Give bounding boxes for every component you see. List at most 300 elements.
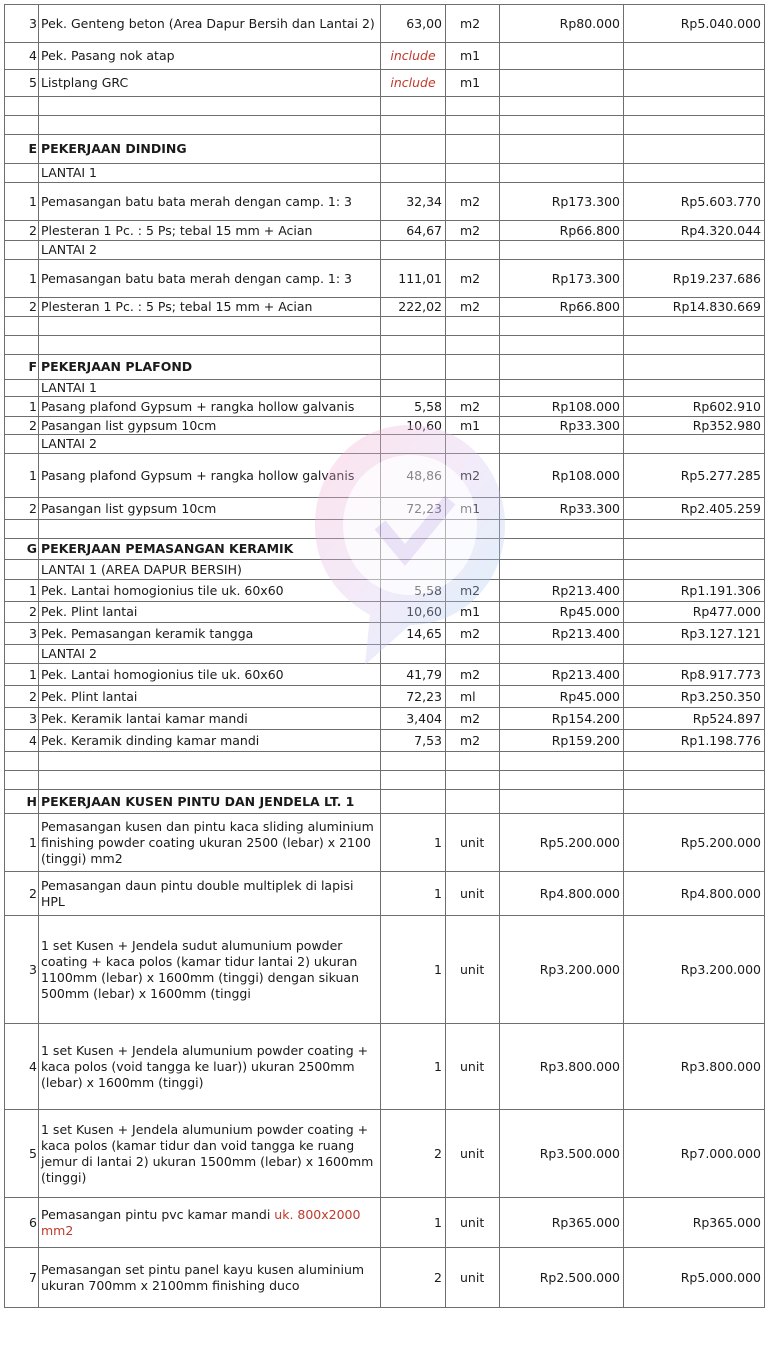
row-description <box>39 5 381 43</box>
table-row <box>5 183 765 221</box>
description-text: Pek. Plint lantai <box>41 688 138 704</box>
row-unit: m2 <box>446 454 500 498</box>
row-description <box>39 539 381 560</box>
row-unit-price <box>500 241 624 260</box>
row-number <box>5 336 39 355</box>
row-unit-price: Rp80.000 <box>500 5 624 43</box>
row-unit: unit <box>446 916 500 1024</box>
description-text: Pek. Lantai homogionius tile uk. 60x60 <box>41 582 284 598</box>
row-unit-price: Rp173.300 <box>500 183 624 221</box>
row-total: Rp5.040.000 <box>624 5 765 43</box>
row-unit-price: Rp173.300 <box>500 260 624 298</box>
row-unit-price: Rp4.800.000 <box>500 872 624 916</box>
row-description <box>39 790 381 814</box>
row-number: 2 <box>5 602 39 623</box>
row-total <box>624 520 765 539</box>
row-description <box>39 435 381 454</box>
row-description <box>39 336 381 355</box>
row-unit <box>446 539 500 560</box>
row-quantity: 7,53 <box>381 730 446 752</box>
row-description <box>39 135 381 164</box>
row-description <box>39 498 381 520</box>
row-unit: m1 <box>446 498 500 520</box>
description-text: Pek. Plint lantai <box>41 604 138 619</box>
table-row <box>5 872 765 916</box>
row-unit-price: Rp33.300 <box>500 417 624 435</box>
row-quantity: 10,60 <box>381 602 446 623</box>
row-number: 1 <box>5 260 39 298</box>
description-text: Pemasangan pintu pvc kamar mandi <box>41 1206 275 1222</box>
row-number: 1 <box>5 454 39 498</box>
table-row <box>5 602 765 623</box>
row-unit <box>446 771 500 790</box>
row-total: Rp8.917.773 <box>624 664 765 686</box>
description-text: Pek. Lantai homogionius tile uk. 60x60 <box>41 666 284 682</box>
row-number: 5 <box>5 1110 39 1198</box>
table-row <box>5 454 765 498</box>
row-unit: m1 <box>446 602 500 623</box>
row-total <box>624 790 765 814</box>
row-number <box>5 317 39 336</box>
row-unit-price <box>500 43 624 70</box>
description-text: Pemasangan set pintu panel kayu kusen aluminium ukuran 700mm x 2100mm finishing duco <box>41 1261 365 1293</box>
row-total: Rp4.320.044 <box>624 221 765 241</box>
description-text: 1 set Kusen + Jendela alumunium powder coating + kaca polos (kamar tidur dan void tangga ke ruang jemur di lantai 2) ukuran 1500mm (lebar) x 1600mm (tinggi) <box>41 1121 374 1185</box>
row-unit: m2 <box>446 183 500 221</box>
row-number: H <box>5 790 39 814</box>
row-unit-price: Rp3.500.000 <box>500 1110 624 1198</box>
row-number <box>5 752 39 771</box>
row-description <box>39 241 381 260</box>
blank-row <box>5 116 765 135</box>
row-description <box>39 1110 381 1198</box>
row-number <box>5 645 39 664</box>
row-unit-price <box>500 435 624 454</box>
row-total: Rp3.127.121 <box>624 623 765 645</box>
row-unit: m1 <box>446 70 500 97</box>
row-number: F <box>5 355 39 380</box>
row-unit-price: Rp159.200 <box>500 730 624 752</box>
table-row <box>5 43 765 70</box>
row-quantity <box>381 241 446 260</box>
row-unit-price <box>500 116 624 135</box>
row-quantity: 1 <box>381 1198 446 1248</box>
row-unit <box>446 164 500 183</box>
row-quantity <box>381 790 446 814</box>
row-number <box>5 560 39 580</box>
row-quantity: 1 <box>381 814 446 872</box>
table-row <box>5 435 765 454</box>
row-number: 5 <box>5 70 39 97</box>
row-unit <box>446 317 500 336</box>
row-quantity: 2 <box>381 1248 446 1308</box>
row-total: Rp524.897 <box>624 708 765 730</box>
table-row <box>5 417 765 435</box>
row-number: 2 <box>5 498 39 520</box>
row-quantity <box>381 97 446 116</box>
row-unit-price: Rp2.500.000 <box>500 1248 624 1308</box>
row-description <box>39 602 381 623</box>
row-total: Rp352.980 <box>624 417 765 435</box>
row-number: 1 <box>5 664 39 686</box>
row-number: G <box>5 539 39 560</box>
row-quantity: 32,34 <box>381 183 446 221</box>
row-total: Rp3.250.350 <box>624 686 765 708</box>
row-total <box>624 135 765 164</box>
section-header-row <box>5 355 765 380</box>
row-unit: m2 <box>446 298 500 317</box>
row-number: E <box>5 135 39 164</box>
blank-row <box>5 336 765 355</box>
row-quantity <box>381 752 446 771</box>
row-unit-price: Rp108.000 <box>500 454 624 498</box>
row-unit-price: Rp154.200 <box>500 708 624 730</box>
row-total: Rp5.603.770 <box>624 183 765 221</box>
table-row <box>5 730 765 752</box>
row-number: 2 <box>5 298 39 317</box>
table-row <box>5 397 765 417</box>
row-unit: unit <box>446 814 500 872</box>
description-text: PEKERJAAN KUSEN PINTU DAN JENDELA LT. 1 <box>41 793 355 809</box>
row-unit: unit <box>446 1198 500 1248</box>
row-unit-price <box>500 135 624 164</box>
description-text: Pemasangan batu bata merah dengan camp. 1: 3 <box>41 193 353 209</box>
row-description <box>39 70 381 97</box>
description-text: Pasang plafond Gypsum + rangka hollow galvanis <box>41 398 355 414</box>
description-text: PEKERJAAN DINDING <box>41 141 187 156</box>
table-row <box>5 260 765 298</box>
row-number: 7 <box>5 1248 39 1308</box>
row-quantity: 1 <box>381 916 446 1024</box>
row-description <box>39 708 381 730</box>
row-unit-price: Rp3.800.000 <box>500 1024 624 1110</box>
row-quantity: 1 <box>381 872 446 916</box>
row-quantity: 5,58 <box>381 397 446 417</box>
description-text: Pemasangan kusen dan pintu kaca sliding aluminium finishing powder coating ukuran 2500 (lebar) x 2100 (tinggi) mm2 <box>41 818 374 866</box>
description-text: LANTAI 2 <box>41 646 97 661</box>
rab-table <box>4 4 765 1308</box>
row-unit <box>446 435 500 454</box>
row-number: 2 <box>5 872 39 916</box>
table-row <box>5 814 765 872</box>
row-number: 3 <box>5 5 39 43</box>
row-description <box>39 645 381 664</box>
row-number <box>5 116 39 135</box>
row-unit-price <box>500 97 624 116</box>
row-quantity: 14,65 <box>381 623 446 645</box>
row-description <box>39 580 381 602</box>
row-quantity: include <box>381 43 446 70</box>
row-total <box>624 116 765 135</box>
row-unit: unit <box>446 1024 500 1110</box>
row-total: Rp14.830.669 <box>624 298 765 317</box>
row-description <box>39 417 381 435</box>
table-row <box>5 686 765 708</box>
table-row <box>5 645 765 664</box>
row-unit: m1 <box>446 43 500 70</box>
row-quantity: 111,01 <box>381 260 446 298</box>
row-quantity: 63,00 <box>381 5 446 43</box>
row-total: Rp602.910 <box>624 397 765 417</box>
row-total <box>624 164 765 183</box>
description-text: PEKERJAAN PLAFOND <box>41 359 193 374</box>
row-description <box>39 752 381 771</box>
row-number <box>5 97 39 116</box>
row-unit-price <box>500 317 624 336</box>
row-unit-price: Rp66.800 <box>500 221 624 241</box>
row-unit <box>446 752 500 771</box>
row-description <box>39 814 381 872</box>
row-quantity: 10,60 <box>381 417 446 435</box>
row-unit <box>446 135 500 164</box>
row-total <box>624 336 765 355</box>
row-number: 4 <box>5 1024 39 1110</box>
row-total <box>624 355 765 380</box>
row-unit <box>446 790 500 814</box>
row-quantity: 72,23 <box>381 498 446 520</box>
table-row <box>5 623 765 645</box>
table-row <box>5 241 765 260</box>
section-header-row <box>5 790 765 814</box>
row-unit: m2 <box>446 580 500 602</box>
row-unit: m2 <box>446 260 500 298</box>
row-quantity: 222,02 <box>381 298 446 317</box>
row-total <box>624 645 765 664</box>
row-unit-price: Rp213.400 <box>500 623 624 645</box>
row-number: 1 <box>5 580 39 602</box>
description-text: LANTAI 2 <box>41 436 97 451</box>
table-row <box>5 380 765 397</box>
row-unit-price: Rp3.200.000 <box>500 916 624 1024</box>
row-total <box>624 43 765 70</box>
row-quantity: 41,79 <box>381 664 446 686</box>
row-number: 1 <box>5 397 39 417</box>
row-quantity: 1 <box>381 1024 446 1110</box>
row-quantity <box>381 164 446 183</box>
row-description <box>39 317 381 336</box>
row-unit-price <box>500 70 624 97</box>
row-description <box>39 520 381 539</box>
table-row <box>5 70 765 97</box>
table-row <box>5 221 765 241</box>
row-quantity: 2 <box>381 1110 446 1198</box>
row-total: Rp19.237.686 <box>624 260 765 298</box>
table-row <box>5 1198 765 1248</box>
table-row <box>5 664 765 686</box>
row-description <box>39 560 381 580</box>
section-header-row <box>5 539 765 560</box>
row-description <box>39 221 381 241</box>
row-unit-price <box>500 771 624 790</box>
row-total: Rp3.200.000 <box>624 916 765 1024</box>
section-header-row <box>5 135 765 164</box>
row-unit-price: Rp108.000 <box>500 397 624 417</box>
row-unit <box>446 560 500 580</box>
description-text: Pek. Genteng beton (Area Dapur Bersih dan Lantai 2) <box>41 15 375 31</box>
row-quantity <box>381 645 446 664</box>
row-total <box>624 771 765 790</box>
table-row <box>5 1248 765 1308</box>
row-unit: m2 <box>446 221 500 241</box>
row-total: Rp4.800.000 <box>624 872 765 916</box>
row-quantity <box>381 435 446 454</box>
blank-row <box>5 97 765 116</box>
description-text: Listplang GRC <box>41 75 129 90</box>
row-quantity: 5,58 <box>381 580 446 602</box>
row-number <box>5 164 39 183</box>
row-number: 4 <box>5 43 39 70</box>
row-total: Rp7.000.000 <box>624 1110 765 1198</box>
row-unit-price <box>500 560 624 580</box>
row-description <box>39 43 381 70</box>
blank-row <box>5 520 765 539</box>
row-description <box>39 1248 381 1308</box>
row-total <box>624 241 765 260</box>
blank-row <box>5 752 765 771</box>
row-unit-price: Rp33.300 <box>500 498 624 520</box>
row-unit-price <box>500 645 624 664</box>
row-quantity <box>381 560 446 580</box>
row-unit-price <box>500 790 624 814</box>
table-row <box>5 1024 765 1110</box>
row-total: Rp5.000.000 <box>624 1248 765 1308</box>
row-quantity: include <box>381 70 446 97</box>
row-unit: m2 <box>446 623 500 645</box>
description-text: Pek. Pemasangan keramik tangga <box>41 625 254 641</box>
description-highlight: uk. 800x2000 mm2 <box>41 1206 361 1238</box>
row-unit-price <box>500 355 624 380</box>
row-unit <box>446 97 500 116</box>
row-description <box>39 1024 381 1110</box>
row-unit-price <box>500 539 624 560</box>
row-total <box>624 70 765 97</box>
row-description <box>39 771 381 790</box>
description-text: LANTAI 1 <box>41 165 97 180</box>
row-unit-price <box>500 164 624 183</box>
description-text: Pasangan list gypsum 10cm <box>41 417 217 433</box>
row-unit <box>446 645 500 664</box>
row-number <box>5 380 39 397</box>
row-description <box>39 623 381 645</box>
blank-row <box>5 317 765 336</box>
row-unit: unit <box>446 872 500 916</box>
row-description <box>39 1198 381 1248</box>
description-text: 1 set Kusen + Jendela sudut alumunium powder coating + kaca polos (kamar tidur lantai 2) ukuran 1100mm (lebar) x 1600mm (tinggi) dengan sikuan 500mm (lebar) x 1600mm (tinggi <box>41 937 360 1001</box>
row-description <box>39 454 381 498</box>
row-number <box>5 520 39 539</box>
row-total <box>624 97 765 116</box>
row-quantity <box>381 336 446 355</box>
row-unit: m2 <box>446 397 500 417</box>
row-unit-price <box>500 752 624 771</box>
description-text: Pek. Pasang nok atap <box>41 48 175 63</box>
row-quantity <box>381 771 446 790</box>
row-number <box>5 771 39 790</box>
row-unit-price: Rp66.800 <box>500 298 624 317</box>
row-unit: unit <box>446 1110 500 1198</box>
table-row <box>5 560 765 580</box>
row-total <box>624 539 765 560</box>
row-description <box>39 397 381 417</box>
row-unit: m2 <box>446 5 500 43</box>
row-number <box>5 435 39 454</box>
row-unit-price: Rp45.000 <box>500 686 624 708</box>
row-unit-price: Rp213.400 <box>500 580 624 602</box>
row-number: 4 <box>5 730 39 752</box>
row-number: 3 <box>5 916 39 1024</box>
row-quantity: 48,86 <box>381 454 446 498</box>
row-quantity: 64,67 <box>381 221 446 241</box>
row-unit: m2 <box>446 730 500 752</box>
row-unit: ml <box>446 686 500 708</box>
description-text: Plesteran 1 Pc. : 5 Ps; tebal 15 mm + Acian <box>41 299 313 314</box>
row-total <box>624 752 765 771</box>
row-total: Rp5.200.000 <box>624 814 765 872</box>
description-text: Pek. Keramik lantai kamar mandi <box>41 710 248 726</box>
description-text: Pasangan list gypsum 10cm <box>41 500 217 516</box>
table-row <box>5 5 765 43</box>
row-quantity <box>381 317 446 336</box>
description-text: Plesteran 1 Pc. : 5 Ps; tebal 15 mm + Acian <box>41 222 313 238</box>
row-number <box>5 241 39 260</box>
row-total <box>624 560 765 580</box>
row-number: 2 <box>5 221 39 241</box>
description-text: LANTAI 1 (AREA DAPUR BERSIH) <box>41 561 242 577</box>
table-row <box>5 164 765 183</box>
table-row <box>5 580 765 602</box>
row-unit <box>446 116 500 135</box>
table-row <box>5 708 765 730</box>
row-description <box>39 97 381 116</box>
description-text: LANTAI 2 <box>41 242 97 257</box>
row-quantity: 3,404 <box>381 708 446 730</box>
description-text: Pemasangan daun pintu double multiplek di lapisi HPL <box>41 877 354 909</box>
row-description <box>39 872 381 916</box>
row-unit <box>446 520 500 539</box>
row-quantity <box>381 135 446 164</box>
row-total: Rp365.000 <box>624 1198 765 1248</box>
row-unit-price <box>500 336 624 355</box>
row-unit-price: Rp45.000 <box>500 602 624 623</box>
row-description <box>39 164 381 183</box>
row-total: Rp5.277.285 <box>624 454 765 498</box>
row-unit <box>446 241 500 260</box>
description-text: Pasang plafond Gypsum + rangka hollow galvanis <box>41 467 355 483</box>
row-description <box>39 260 381 298</box>
row-total: Rp1.191.306 <box>624 580 765 602</box>
row-unit <box>446 380 500 397</box>
row-total: Rp477.000 <box>624 602 765 623</box>
row-total <box>624 380 765 397</box>
row-unit-price: Rp365.000 <box>500 1198 624 1248</box>
row-description <box>39 730 381 752</box>
row-description <box>39 380 381 397</box>
row-unit-price <box>500 520 624 539</box>
row-description <box>39 916 381 1024</box>
row-unit <box>446 355 500 380</box>
row-total <box>624 317 765 336</box>
row-number: 6 <box>5 1198 39 1248</box>
row-unit: m1 <box>446 417 500 435</box>
table-row <box>5 498 765 520</box>
row-number: 1 <box>5 183 39 221</box>
row-quantity <box>381 539 446 560</box>
row-description <box>39 116 381 135</box>
row-quantity <box>381 380 446 397</box>
description-text: 1 set Kusen + Jendela alumunium powder coating + kaca polos (void tangga ke luar)) ukuran 2500mm (lebar) x 1600mm (tinggi) <box>41 1042 369 1090</box>
row-unit: unit <box>446 1248 500 1308</box>
table-row <box>5 916 765 1024</box>
